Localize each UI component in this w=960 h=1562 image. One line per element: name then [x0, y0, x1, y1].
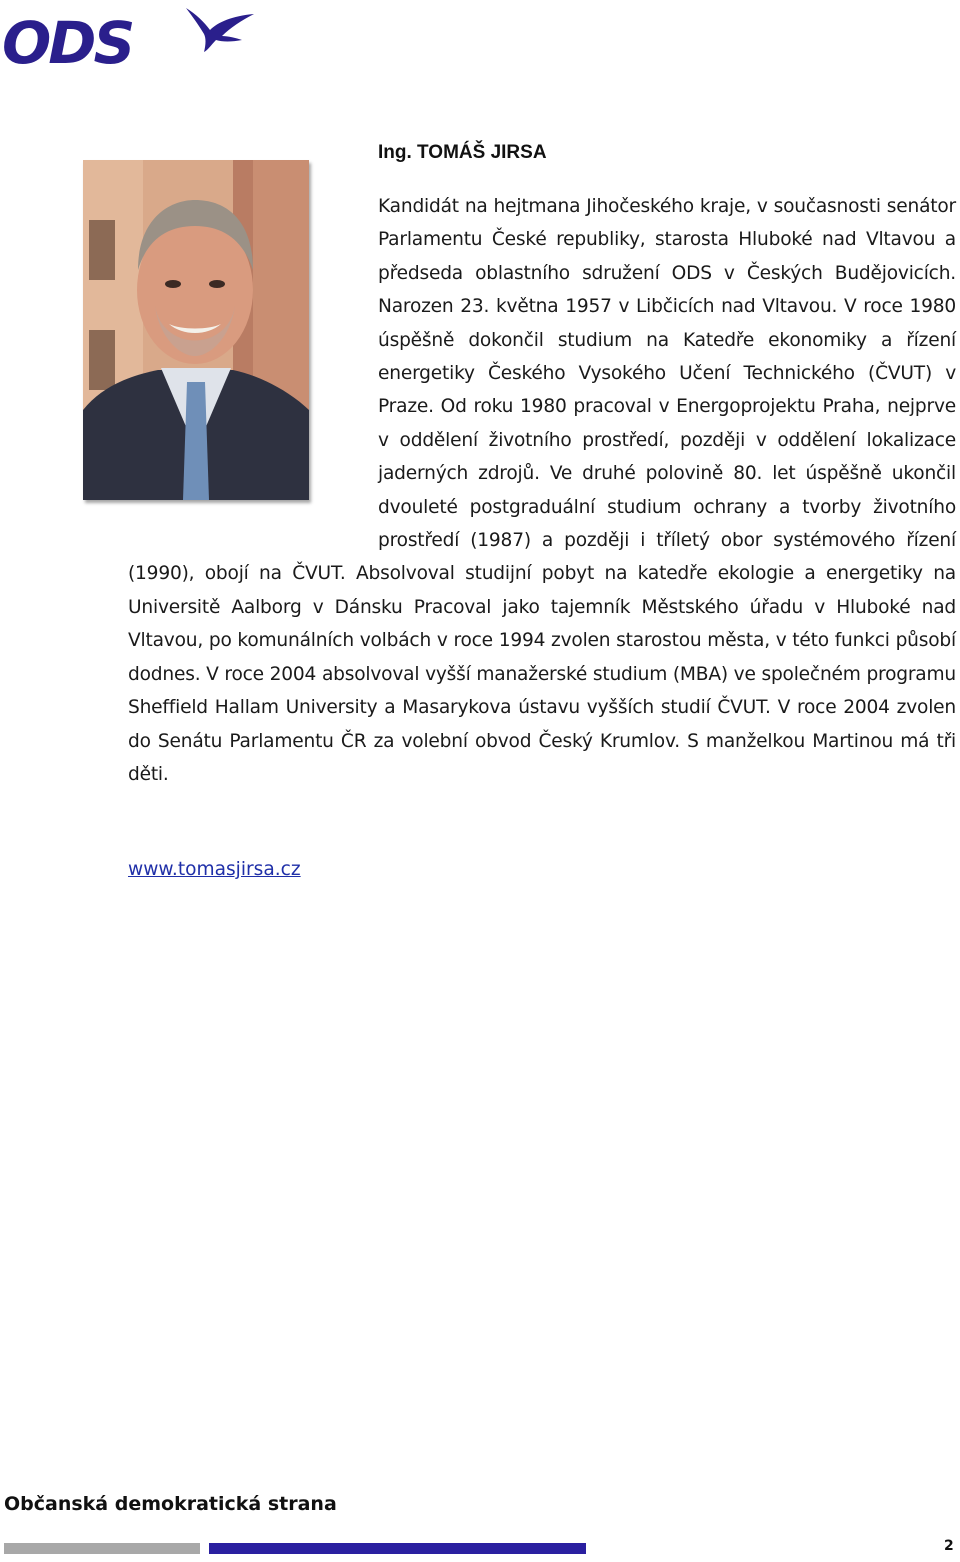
ods-logo: [0, 0, 260, 80]
logo-text: ODS: [2, 9, 133, 77]
footer-bar-blue: [209, 1543, 586, 1554]
page-number: 2: [944, 1538, 954, 1554]
footer-bar-grey: [4, 1543, 200, 1554]
party-name: Občanská demokratická strana: [4, 1493, 337, 1515]
biography-text: Kandidát na hejtmana Jihočeského kraje, v současnosti senátor Parlamentu České republiky, starosta Hluboké nad Vltavou a předseda oblastního sdružení ODS v Českých Budějovicích. Narozen 23. května 1957 v Libčicích nad Vltavou. V roce 1980 úspěšně dokončil studium na Katedře ekonomiky a řízení energetiky Českého Vysokého Učení Technického (ČVUT) v Praze. Od roku 1980 pracoval v Energoprojektu Praha, nejprve v oddělení životního prostředí, později v oddělení lokalizace jaderných zdrojů. Ve druhé polovině 80. let úspěšně ukončil dvouleté postgraduální studium ochrany a tvorby životního prostředí (1987) a později i tříletý obor systémového řízení (1990), obojí na ČVUT. Absolvoval studijní pobyt na katedře ekologie a energetiky na Universitě Aalborg v Dánsku Pracoval jako tajemník Městského úřadu v Hluboké nad Vltavou, po komunálních volbách v roce 1994 zvolen starostou města, v této funkci působí dodnes. V roce 2004 absolvoval vyšší manažerské studium (MBA) ve společném programu Sheffield Hallam University a Masarykova ústavu vyšších studií ČVUT. V roce 2004 zvolen do Senátu Parlamentu ČR za volební obvod Český Krumlov. S manželkou Martinou má tři děti.: [128, 196, 956, 785]
photo-spacer: [128, 190, 378, 540]
bird-icon: [182, 4, 256, 54]
biography: [128, 190, 956, 791]
candidate-name: Ing. TOMÁŠ JIRSA: [378, 142, 547, 163]
website-link[interactable]: www.tomasjirsa.cz: [128, 859, 301, 880]
